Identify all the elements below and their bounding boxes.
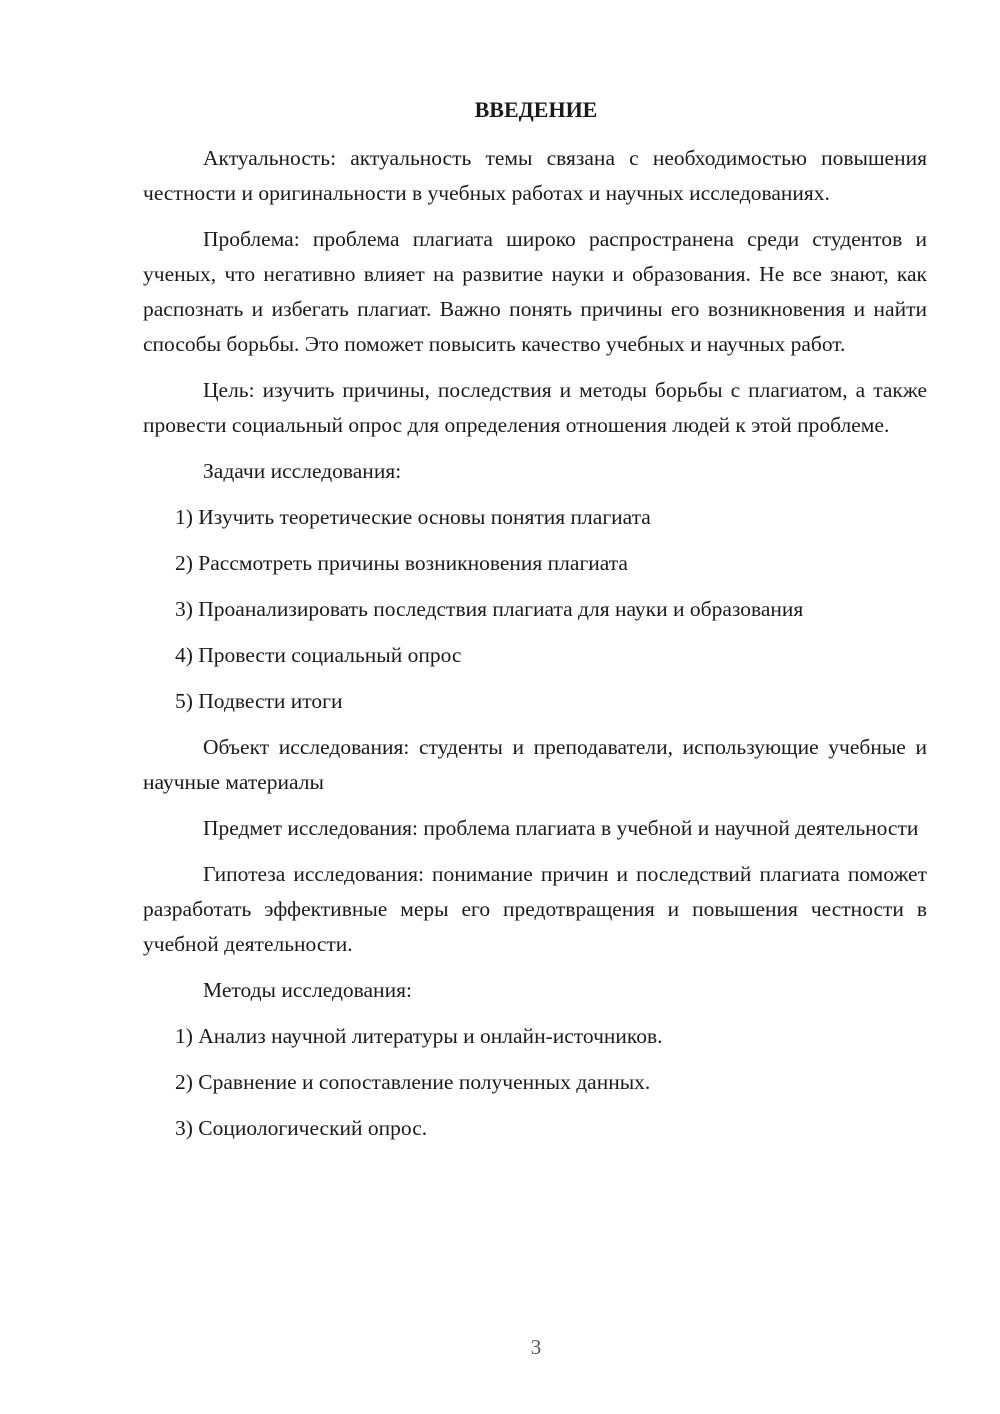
task-item: 3) Проанализировать последствия плагиата для науки и образования (175, 597, 804, 621)
methods-list (143, 1019, 927, 1146)
methods-heading: Методы исследования: (203, 978, 412, 1002)
subject-paragraph: Предмет исследования: проблема плагиата в учебной и научной деятельности (203, 816, 919, 840)
section-title: ВВЕДЕНИЕ (474, 97, 598, 122)
task-item: 2) Рассмотреть причины возникновения плагиата (175, 551, 628, 575)
object-paragraph: Объект исследования: студенты и преподаватели, использующие учебные и научные материалы (143, 735, 927, 794)
method-item: 1) Анализ научной литературы и онлайн-источников. (175, 1024, 663, 1048)
page-number: 3 (530, 1335, 542, 1359)
task-item: 4) Провести социальный опрос (175, 643, 462, 667)
goal-paragraph: Цель: изучить причины, последствия и методы борьбы с плагиатом, а также провести социальный опрос для определения отношения людей к этой проблеме. (143, 378, 927, 437)
method-item: 2) Сравнение и сопоставление полученных данных. (175, 1070, 651, 1094)
tasks-heading: Задачи исследования: (203, 459, 402, 483)
hypothesis-paragraph: Гипотеза исследования: понимание причин и последствий плагиата поможет разработать эффективные меры его предотвращения и повышения честности в учебной деятельности. (143, 862, 927, 956)
method-item: 3) Социологический опрос. (175, 1116, 428, 1140)
body-text (143, 141, 927, 1157)
task-item: 5) Подвести итоги (175, 689, 343, 713)
relevance-paragraph: Актуальность: актуальность темы связана с необходимостью повышения честности и оригинальности в учебных работах и научных исследованиях. (143, 146, 927, 205)
tasks-list (143, 500, 927, 719)
task-item: 1) Изучить теоретические основы понятия плагиата (175, 505, 651, 529)
problem-paragraph: Проблема: проблема плагиата широко распространена среди студентов и ученых, что негативно влияет на развитие науки и образования. Не все знают, как распознать и избегать плагиат. Важно понять причины его возникновения и найти способы борьбы. Это поможет повысить качество учебных и научных работ. (143, 227, 927, 356)
